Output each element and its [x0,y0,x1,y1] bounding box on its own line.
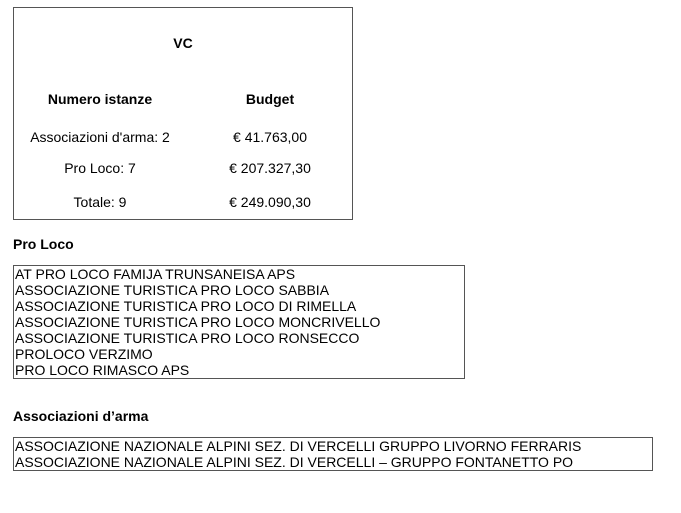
row-totale-label: Totale: 9 [73,194,127,210]
list-item: AT PRO LOCO FAMIJA TRUNSANEISA APS [15,266,296,282]
list-item: ASSOCIAZIONE TURISTICA PRO LOCO RONSECCO [15,330,360,346]
associazioni-arma-heading: Associazioni d’arma [13,408,149,424]
pro-loco-list [13,265,465,379]
summary-title: VC [173,35,193,51]
header-budget: Budget [245,91,295,107]
row-pro-loco-label: Pro Loco: 7 [64,160,136,176]
list-item: ASSOCIAZIONE NAZIONALE ALPINI SEZ. DI VERCELLI – GRUPPO FONTANETTO PO [15,454,574,470]
list-item: ASSOCIAZIONE NAZIONALE ALPINI SEZ. DI VERCELLI GRUPPO LIVORNO FERRARIS [15,438,582,454]
associazioni-arma-list [13,437,653,471]
list-item: ASSOCIAZIONE TURISTICA PRO LOCO MONCRIVELLO [15,314,381,330]
pro-loco-heading: Pro Loco [13,236,74,252]
list-item: PROLOCO VERZIMO [15,346,153,362]
row-associazioni-budget: € 41.763,00 [233,129,307,145]
row-totale-budget: € 249.090,30 [229,194,311,210]
list-item: ASSOCIAZIONE TURISTICA PRO LOCO SABBIA [15,282,330,298]
summary-table [13,7,353,220]
list-item: PRO LOCO RIMASCO APS [15,362,190,378]
header-count: Numero istanze [47,91,153,107]
row-pro-loco-budget: € 207.327,30 [229,160,311,176]
row-associazioni-label: Associazioni d'arma: 2 [30,129,170,145]
list-item: ASSOCIAZIONE TURISTICA PRO LOCO DI RIMELLA [15,298,357,314]
